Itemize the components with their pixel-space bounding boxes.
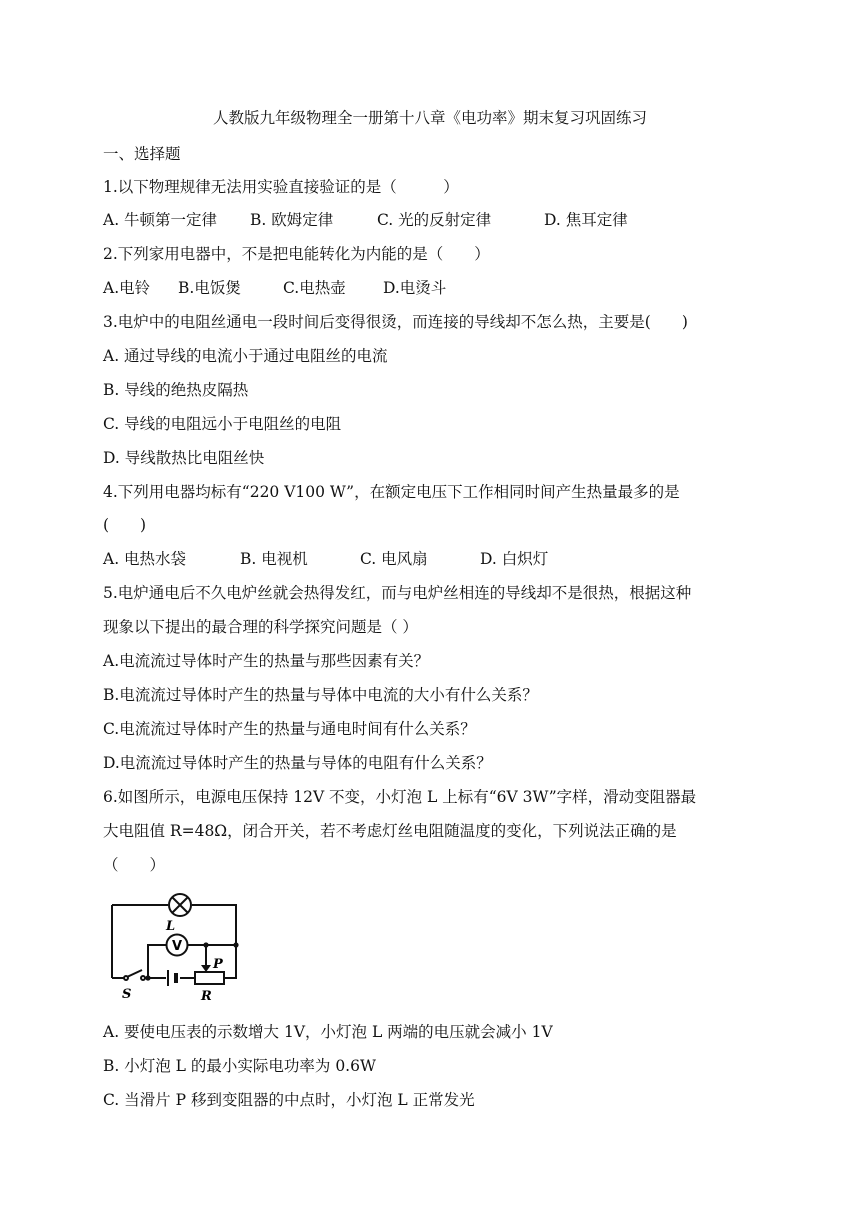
q4-option-a: A. 电热水袋 [103,550,187,568]
q2-option-d: D.电烫斗 [383,279,447,297]
q2-option-c: C.电热壶 [283,279,346,297]
resistor-label: R [201,989,212,1004]
battery-icon [168,970,176,986]
lamp-icon [169,894,191,916]
q6-stem-line1: 6.如图所示，电源电压保持 12V 不变，小灯泡 L 上标有“6V 3W”字样，滑动变阻器最 [103,788,697,806]
q6-stem-line2: 大电阻值 R=48Ω，闭合开关，若不考虑灯丝电阻随温度的变化，下列说法正确的是 [103,822,677,840]
lamp-label: L [166,919,176,934]
q3-stem: 3.电炉中的电阻丝通电一段时间后变得很烫，而连接的导线却不怎么热，主要是( ) [103,313,688,331]
q5-option-d: D.电流流过导体时产生的热量与导体的电阻有什么关系？ [103,754,492,772]
q6-option-c: C. 当滑片 P 移到变阻器的中点时，小灯泡 L 正常发光 [103,1091,475,1109]
switch-label: S [122,987,132,1002]
q5-option-c: C.电流流过导体时产生的热量与通电时间有什么关系？ [103,720,476,738]
q4-option-d: D. 白炽灯 [480,550,549,568]
q3-option-d: D. 导线散热比电阻丝快 [103,449,265,467]
circuit-diagram [100,890,250,1005]
q2-option-b: B.电饭煲 [178,279,241,297]
wire-bottom-right [224,945,236,978]
q1-option-d: D. 焦耳定律 [544,211,628,229]
q6-option-a: A. 要使电压表的示数增大 1V，小灯泡 L 两端的电压就会减小 1V [103,1023,553,1041]
junction-dot [145,975,150,980]
wire-top-right [192,905,236,945]
junction-dot [203,942,208,947]
q3-option-a: A. 通过导线的电流小于通过电阻丝的电流 [103,347,388,365]
q5-stem-line2: 现象以下提出的最合理的科学探究问题是（ ） [103,618,418,636]
q5-option-a: A.电流流过导体时产生的热量与那些因素有关？ [103,652,430,670]
wire-voltmeter-left [148,945,166,978]
section-heading: 一、选择题 [103,145,181,163]
junction-dot [233,942,238,947]
q4-option-c: C. 电风扇 [360,550,428,568]
q4-stem-line1: 4.下列用电器均标有“220 V100 W”，在额定电压下工作相同时间产生热量最多的是 [103,483,680,501]
q1-option-c: C. 光的反射定律 [377,211,492,229]
q1-options [103,209,628,231]
q4-option-b: B. 电视机 [240,550,308,568]
q1-stem: 1.以下物理规律无法用实验直接验证的是（ ） [103,178,459,196]
q5-option-b: B.电流流过导体时产生的热量与导体中电流的大小有什么关系？ [103,686,538,704]
q4-options [103,548,548,570]
q2-options [103,277,446,299]
q2-option-a: A.电铃 [103,279,151,297]
q3-option-c: C. 导线的电阻远小于电阻丝的电阻 [103,415,342,433]
q1-option-b: B. 欧姆定律 [250,211,334,229]
q5-stem-line1: 5.电炉通电后不久电炉丝就会热得发红，而与电炉丝相连的导线却不是很热，根据这种 [103,584,692,602]
q1-option-a: A. 牛顿第一定律 [103,211,218,229]
q6-option-b: B. 小灯泡 L 的最小实际电功率为 0.6W [103,1057,376,1075]
q3-option-b: B. 导线的绝热皮隔热 [103,381,249,399]
slider-label: P [213,957,223,972]
q2-stem: 2.下列家用电器中，不是把电能转化为内能的是（ ） [103,245,490,263]
q4-stem-line2: ( ) [103,516,147,534]
q6-stem-line3: （ ） [103,856,166,874]
switch-icon [124,970,145,980]
document-title: 人教版九年级物理全一册第十八章《电功率》期末复习巩固练习 [212,109,647,127]
voltmeter-label: V [171,939,183,954]
